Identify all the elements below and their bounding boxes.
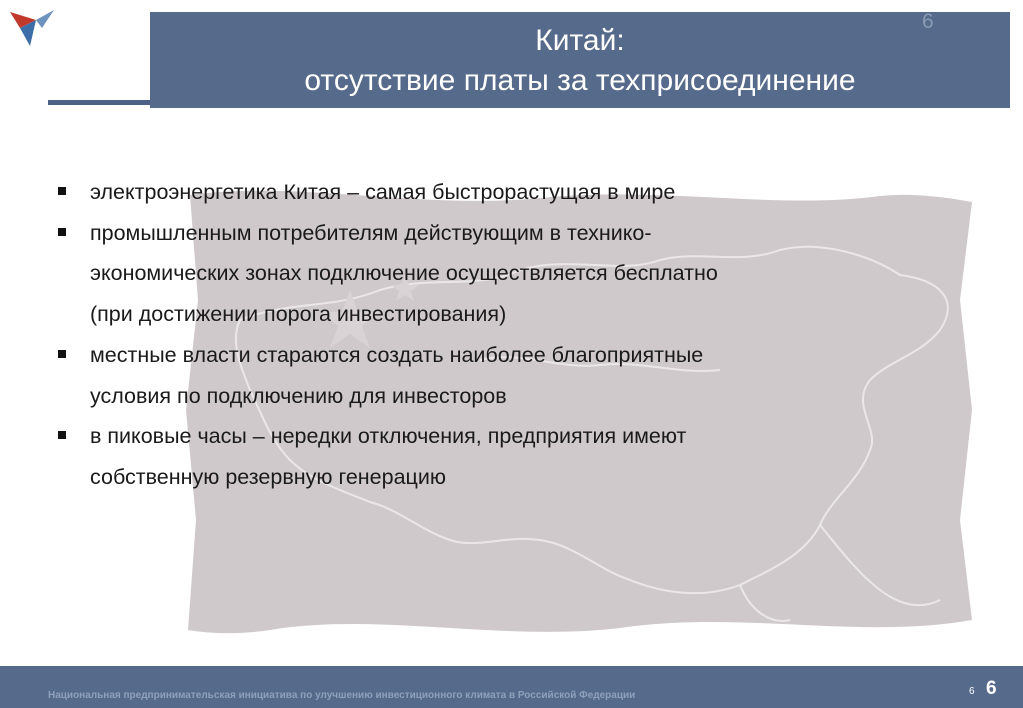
bullet-text: местные власти стараются создать наиболее благоприятные bbox=[90, 342, 704, 367]
slide-title-line1: Китай: bbox=[535, 24, 625, 57]
logo-icon bbox=[6, 6, 58, 52]
slide-title-line2: отсутствие платы за техприсоединение bbox=[304, 64, 856, 97]
bullet-item bbox=[58, 213, 878, 335]
footer-small-page-number: 6 bbox=[969, 686, 975, 697]
footer-text: Национальная предпринимательская инициатива по улучшению инвестиционного климата в Российской Федерации bbox=[48, 690, 636, 701]
bullet-text: (при достижении порога инвестирования) bbox=[90, 302, 507, 327]
title-underline bbox=[48, 100, 158, 105]
slide-title bbox=[150, 12, 1010, 108]
bullet-square-icon bbox=[58, 228, 66, 236]
bullet-square-icon bbox=[58, 431, 66, 439]
bullet-text: промышленным потребителям действующим в технико- bbox=[90, 220, 652, 245]
bullet-item bbox=[58, 416, 878, 497]
bullet-text: электроэнергетика Китая – самая быстрорастущая в мире bbox=[90, 180, 676, 204]
title-page-number: 6 bbox=[922, 10, 934, 33]
bullet-text: условия по подключению для инвесторов bbox=[90, 383, 507, 408]
bullet-text: в пиковые часы – нередки отключения, предприятия имеют bbox=[90, 424, 687, 449]
bullet-square-icon bbox=[58, 350, 66, 358]
footer-page-number: 6 bbox=[986, 678, 997, 699]
bullet-text: экономических зонах подключение осуществляется бесплатно bbox=[90, 261, 718, 286]
footer-bar bbox=[0, 666, 1023, 708]
bullet-list bbox=[58, 172, 878, 498]
bullet-text: собственную резервную генерацию bbox=[90, 464, 446, 489]
bullet-square-icon bbox=[58, 187, 66, 195]
bullet-item bbox=[58, 172, 878, 213]
bullet-item bbox=[58, 335, 878, 416]
